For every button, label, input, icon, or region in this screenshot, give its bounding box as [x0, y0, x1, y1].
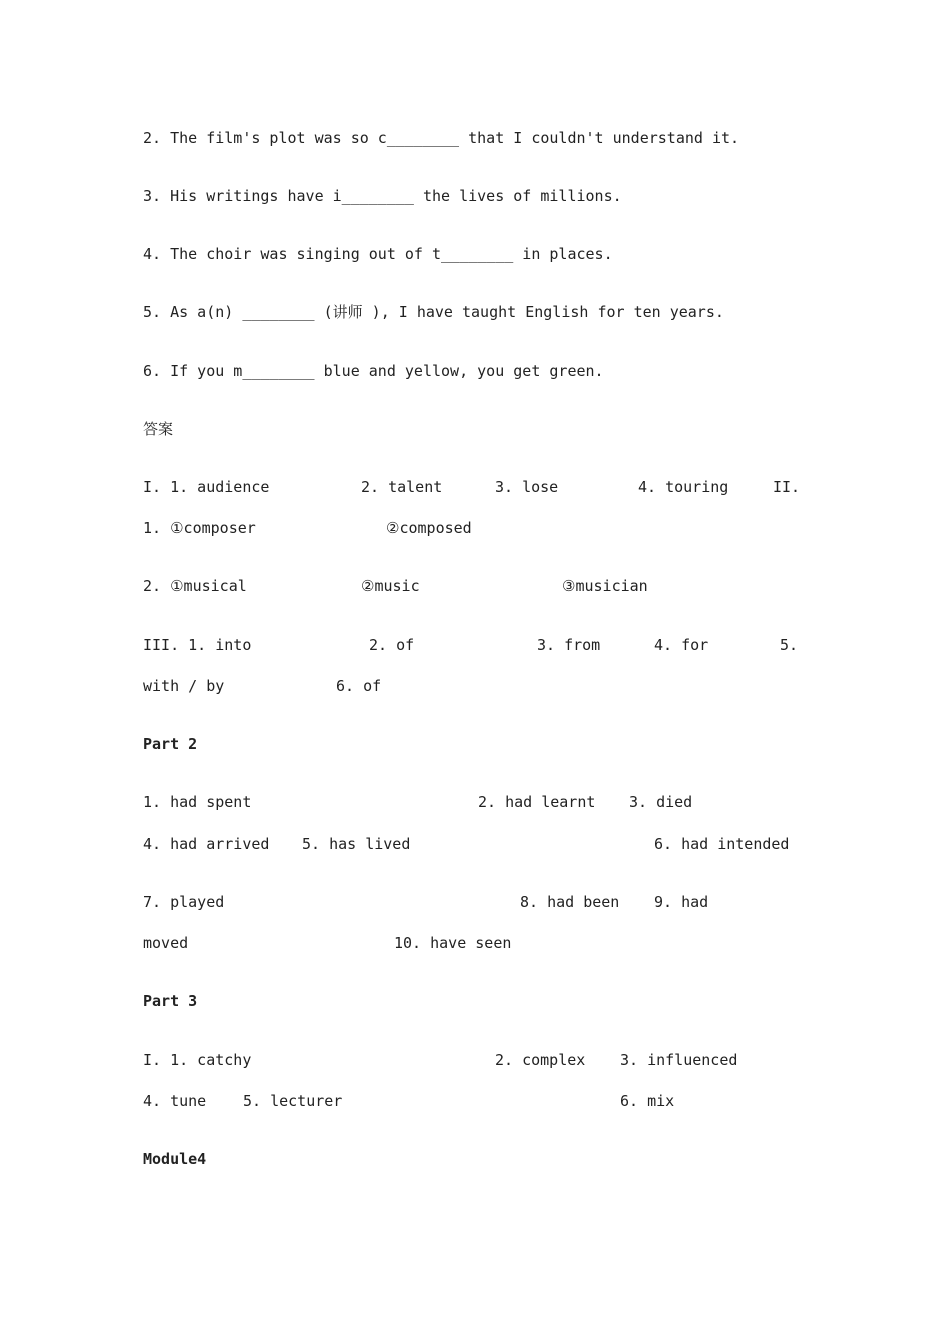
answer-item: 2. talent [361, 478, 443, 496]
answer-item: 4. for [654, 636, 709, 654]
answer-item: 2. ①musical [143, 577, 247, 595]
answer-item: 3. died [629, 793, 693, 811]
answer-item: I. 1. audience [143, 478, 270, 496]
answer-item: ②music [361, 577, 420, 595]
answer-item: 10. have seen [394, 934, 512, 952]
answer-item: moved [143, 934, 189, 952]
answer-item: 8. had been [520, 893, 620, 911]
answers-heading: 答案 [143, 420, 174, 438]
answer-item: ②composed [386, 519, 472, 537]
answer-item: 9. had [654, 893, 709, 911]
answer-item: 3. lose [495, 478, 559, 496]
part2-heading: Part 2 [143, 735, 198, 753]
answer-item: 4. tune [143, 1092, 207, 1110]
exercise-item-3: 3. His writings have i________ the lives of millions. [143, 187, 622, 205]
exercise-item-5: 5. As a(n) ________ (讲师 ), I have taught English for ten years. [143, 303, 724, 321]
answer-item: 1. had spent [143, 793, 252, 811]
answer-item: 2. had learnt [478, 793, 596, 811]
answer-item: 2. of [369, 636, 415, 654]
answer-item: 5. has lived [302, 835, 411, 853]
answer-item: 4. touring [638, 478, 729, 496]
answer-item: 5. [780, 636, 799, 654]
answer-item: 7. played [143, 893, 225, 911]
answer-item: with / by [143, 677, 225, 695]
part3-heading: Part 3 [143, 992, 198, 1010]
answer-item: II. [773, 478, 801, 496]
exercise-item-4: 4. The choir was singing out of t________ in places. [143, 245, 613, 263]
answer-item: III. 1. into [143, 636, 252, 654]
answer-item: 4. had arrived [143, 835, 270, 853]
answer-item: 6. had intended [654, 835, 790, 853]
answer-item: 6. of [336, 677, 382, 695]
exercise-item-2: 2. The film's plot was so c________ that I couldn't understand it. [143, 129, 740, 147]
answer-item: 3. from [537, 636, 601, 654]
answer-item: 3. influenced [620, 1051, 738, 1069]
answer-item: ③musician [562, 577, 648, 595]
answer-item: 1. ①composer [143, 519, 256, 537]
exercise-item-6: 6. If you m________ blue and yellow, you get green. [143, 362, 604, 380]
answer-item: I. 1. catchy [143, 1051, 252, 1069]
module-heading: Module4 [143, 1150, 207, 1168]
answer-item: 5. lecturer [243, 1092, 343, 1110]
answer-item: 6. mix [620, 1092, 675, 1110]
answer-item: 2. complex [495, 1051, 586, 1069]
